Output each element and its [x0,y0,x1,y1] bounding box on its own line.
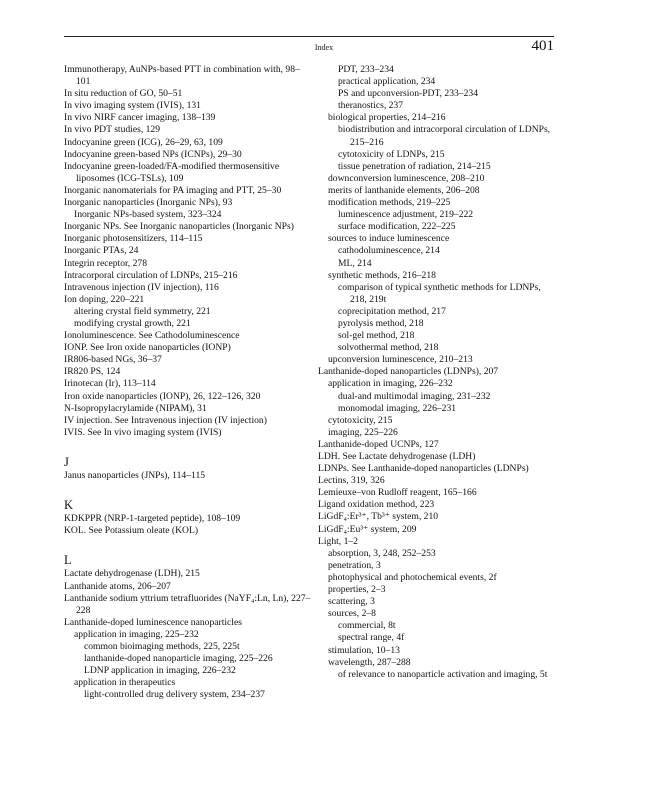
index-entry: IR820 PS, 124 [64,366,121,378]
index-subentry: dual-and multimodal imaging, 231–232 [338,390,491,402]
index-entry: Lanthanide-doped luminescence nanoparticles [64,616,242,628]
index-entry: Iron oxide nanoparticles (IONP), 26, 122–126, 320 [64,390,261,402]
index-subentry: of relevance to nanoparticle activation and imaging, 5t [338,668,548,680]
index-subentry: application in imaging, 225–232 [74,628,199,640]
index-entry: Janus nanoparticles (JNPs), 114–115 [64,470,206,481]
index-subentry: penetration, 3 [328,559,381,571]
index-subentry: modification methods, 219–225 [328,197,451,209]
index-subentry: pyrolysis method, 218 [338,317,424,329]
index-entry: LDNPs. See Lanthanide-doped nanoparticles (LDNPs) [318,463,529,475]
index-entry: Light, 1–2 [318,535,358,547]
index-section-letter: J [64,454,69,469]
index-entry: Inorganic nanoparticles (Inorganic NPs), 93 [64,197,233,209]
index-entry: Lanthanide sodium yttrium tetrafluorides (NaYF₄:Ln, Ln), 227–228 [64,592,311,616]
index-entry: LiGdF₄:Eu³⁺ system, 209 [318,523,417,535]
index-entry: In vivo NIRF cancer imaging, 138–139 [64,112,216,124]
index-entry: IONP. See Iron oxide nanoparticles (IONP) [64,342,231,354]
index-entry: N-Isopropylacrylamide (NIPAM), 31 [64,402,207,414]
index-subentry: PS and upconversion-PDT, 233–234 [338,88,478,100]
index-subentry: scattering, 3 [328,596,375,608]
index-entry: Lactate dehydrogenase (LDH), 215 [64,568,200,580]
index-subentry: practical application, 234 [338,76,436,88]
page-number: 401 [531,38,554,54]
index-subentry: modifying crystal growth, 221 [74,317,191,329]
index-subentry: cytotoxicity of LDNPs, 215 [338,148,445,160]
index-entry: Irinotecan (Ir), 113–114 [64,378,156,390]
index-entry: Integrin receptor, 278 [64,257,147,269]
index-subentry: cathodoluminescence, 214 [338,245,440,257]
index-subentry: spectral range, 4f [338,632,405,644]
index-subentry: common bioimaging methods, 225, 225t [84,641,240,653]
index-subentry: Inorganic NPs-based system, 323–324 [74,209,222,221]
header-rule [64,36,554,37]
index-entry: In situ reduction of GO, 50–51 [64,88,183,100]
index-entry: Lemieuxe–von Rudloff reagent, 165–166 [318,487,477,499]
index-subentry: upconversion luminescence, 210–213 [328,354,473,366]
index-subentry: downconversion luminescence, 208–210 [328,172,485,184]
index-subentry: sources to induce luminescence [328,233,450,245]
index-subentry: application in therapeutics [74,677,176,689]
index-subentry: monomodal imaging, 226–231 [338,402,457,414]
index-entry: Intracorporal circulation of LDNPs, 215–216 [64,269,238,281]
index-subentry: biological properties, 214–216 [328,112,446,124]
index-column-left [64,64,314,702]
index-section-letter: K [64,498,74,513]
index-subentry: surface modification, 222–225 [338,221,456,233]
index-entry: Ligand oxidation method, 223 [318,499,435,511]
index-subentry: properties, 2–3 [328,584,386,596]
index-entry: KDKPPR (NRP-1-targeted peptide), 108–109 [64,513,241,525]
index-subentry: light-controlled drug delivery system, 234–237 [84,689,265,701]
index-entry: LDH. See Lactate dehydrogenase (LDH) [318,451,476,462]
index-subentry: altering crystal field symmetry, 221 [74,305,211,317]
index-entry: Lanthanide-doped UCNPs, 127 [318,438,439,450]
index-entry: Inorganic nanomaterials for PA imaging and PTT, 25–30 [64,184,282,196]
index-subentry: photophysical and photochemical events, 2f [328,571,497,583]
index-entry: IV injection. See Intravenous injection (IV injection) [64,414,267,426]
index-subentry: theranostics, 237 [338,100,404,112]
index-entry: Lanthanide atoms, 206–207 [64,580,171,592]
index-subentry: lanthanide-doped nanoparticle imaging, 225–226 [84,653,273,665]
index-entry: Lectins, 319, 326 [318,475,385,487]
index-section-letter: L [64,553,72,568]
index-entry: LiGdF₄:Er³⁺, Tb³⁺ system, 210 [318,511,439,523]
index-subentry: sol-gel method, 218 [338,330,415,342]
index-entry: Indocyanine green (ICG), 26–29, 63, 109 [64,136,223,148]
index-subentry: biodistribution and intracorporal circulation of LDNPs, 215–216 [338,124,551,148]
index-entry: Intravenous injection (IV injection), 116 [64,281,219,293]
index-subentry: luminescence adjustment, 219–222 [338,209,474,221]
running-header: Index [314,43,334,52]
index-entry: IR806-based NGs, 36–37 [64,354,162,366]
index-entry: Inorganic PTAs, 24 [64,245,139,257]
index-subentry: synthetic methods, 216–218 [328,269,436,281]
index-entry: Ion doping, 220–221 [64,293,145,305]
index-subentry: absorption, 3, 248, 252–253 [328,547,436,559]
index-entry: Ionoluminescence. See Cathodoluminescence [64,330,240,342]
index-subentry: commercial, 8t [338,620,396,632]
index-entry: In vivo PDT studies, 129 [64,124,161,136]
index-entry: Indocyanine green-loaded/FA-modified thermosensitive liposomes (ICG-TSLs), 109 [64,160,280,184]
index-subentry: stimulation, 10–13 [328,644,400,656]
index-subentry: application in imaging, 226–232 [328,378,453,390]
index-entry: Inorganic NPs. See Inorganic nanoparticles (Inorganic NPs) [64,221,294,233]
index-entry: Inorganic photosensitizers, 114–115 [64,233,203,245]
index-entry: Indocyanine green-based NPs (ICNPs), 29–30 [64,148,242,160]
index-subentry: cytotoxicity, 215 [328,414,393,426]
index-subentry: sources, 2–8 [328,608,376,620]
index-column-right [318,64,554,681]
index-entry: Lanthanide-doped nanoparticles (LDNPs), 207 [318,366,499,378]
index-subentry: tissue penetration of radiation, 214–215 [338,160,491,172]
index-subentry: merits of lanthanide elements, 206–208 [328,184,480,196]
index-entry: KOL. See Potassium oleate (KOL) [64,525,199,537]
index-entry: IVIS. See In vivo imaging system (IVIS) [64,426,222,438]
index-subentry: coprecipitation method, 217 [338,305,446,317]
index-subentry: LDNP application in imaging, 226–232 [84,665,236,677]
index-subentry: ML, 214 [338,257,372,269]
index-entry: Immunotherapy, AuNPs-based PTT in combination with, 98–101 [64,64,300,88]
index-subentry: comparison of typical synthetic methods for LDNPs, 218, 219t [338,281,541,305]
index-subentry: solvothermal method, 218 [338,342,439,354]
index-entry: In vivo imaging system (IVIS), 131 [64,100,201,112]
index-subentry: imaging, 225–226 [328,426,398,438]
index-subentry: PDT, 233–234 [338,64,394,75]
index-subentry: wavelength, 287–288 [328,656,411,668]
